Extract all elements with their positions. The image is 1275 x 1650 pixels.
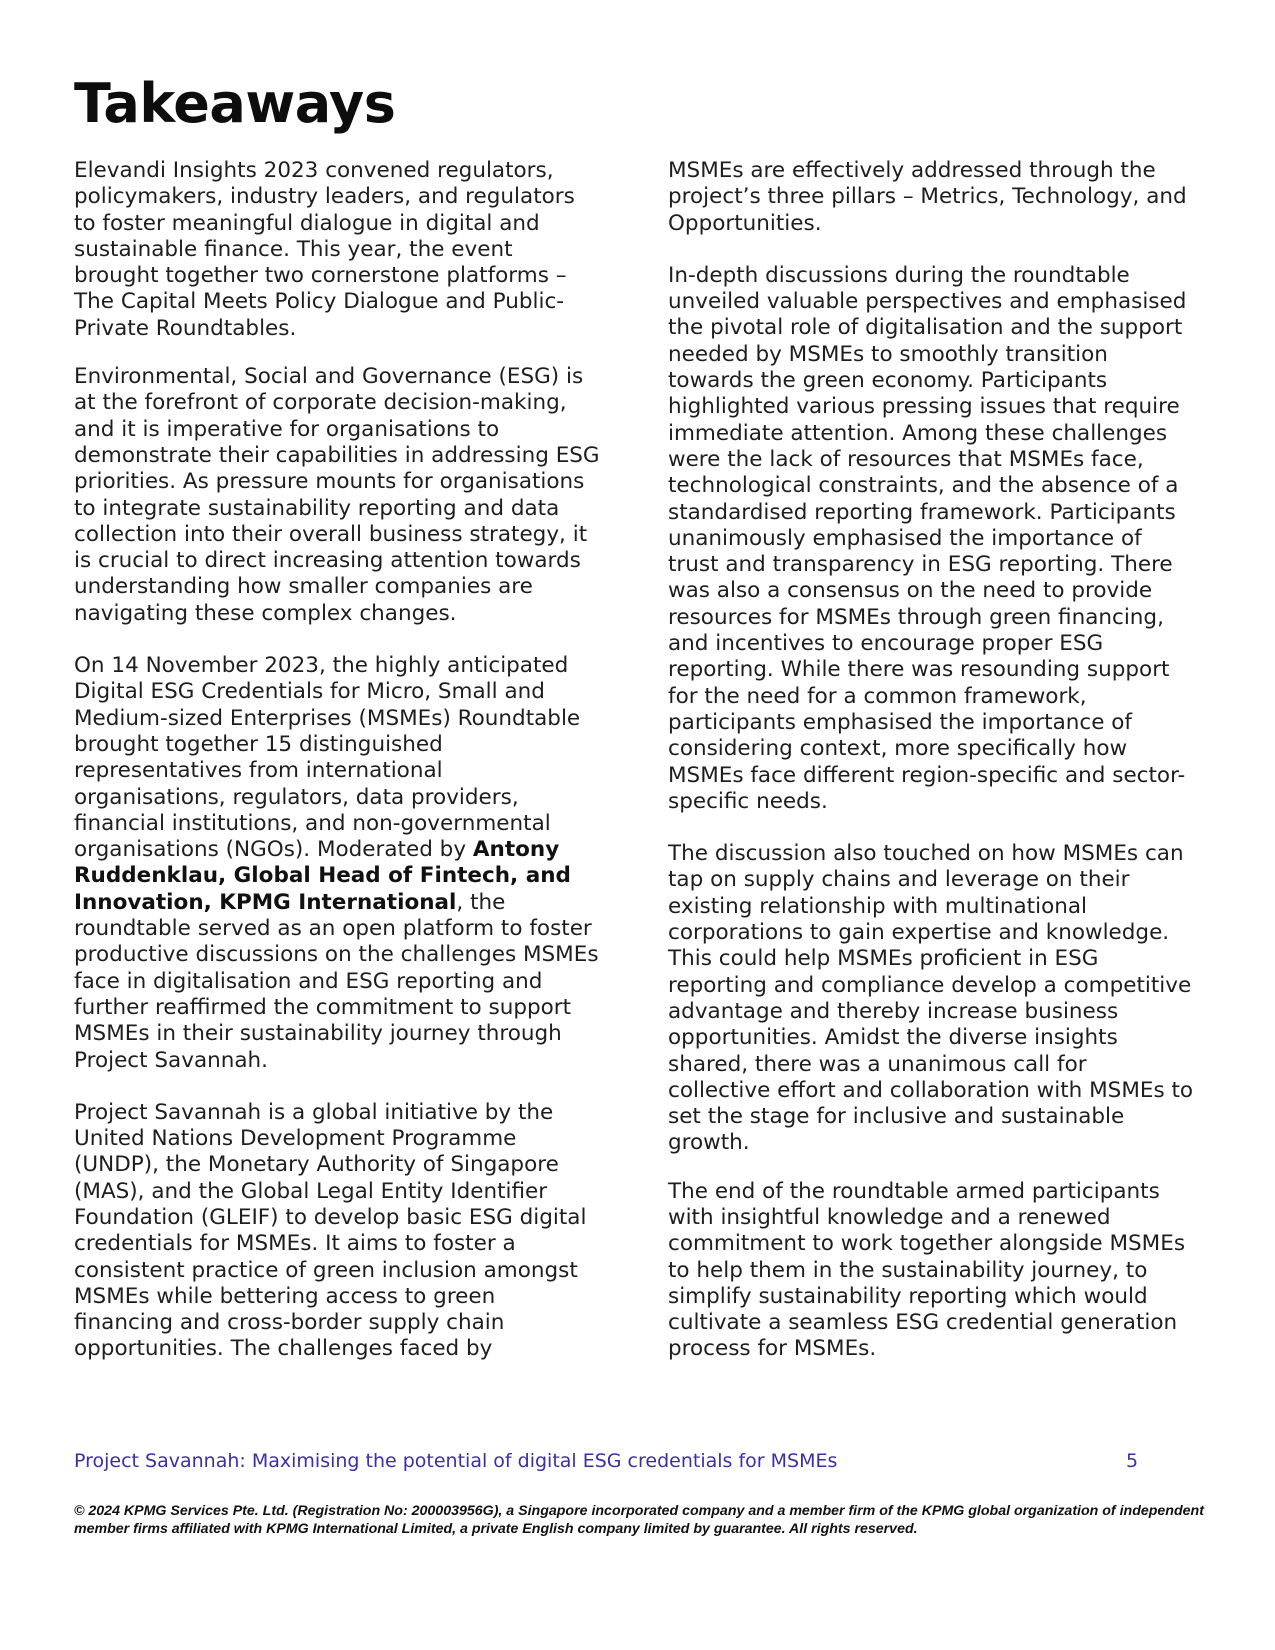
project-savannah-paragraph: Project Savannah is a global initiative by the United Nations Development Programme (UNDP), the Monetary Authority of Singapore (MAS), and the Global Legal Entity Identifier Foundation (GLEIF) to develop basic ESG digital credentials for MSMEs. It aims to foster a consistent practice of green inclusion amongst MSMEs while bettering access to green financing and cross-border supply chain opportunities. The challenges faced by	[74, 1099, 587, 1362]
roundtable-text-start: On 14 November 2023, the highly anticipated Digital ESG Credentials for Micro, Small and Medium-sized Enterprises (MSMEs) Roundtable brought together 15 distinguished representatives from international organisations, regulators, data providers, financial institutions, and non-governmental organisations (NGOs). Moderated by	[74, 653, 581, 863]
conclusion-paragraph: The end of the roundtable armed participants with insightful knowledge and a renewed commitment to work together alongside MSMEs to help them in the sustainability journey, to simplify sustainability reporting which would cultivate a seamless ESG credential generation process for MSMEs.	[668, 1178, 1186, 1362]
moderator-name: Antony Ruddenklau, Global Head of Fintech, and Innovation, KPMG International	[74, 837, 571, 915]
supply-chain-paragraph: The discussion also touched on how MSMEs can tap on supply chains and leverage on their existing relationship with multinational corporations to gain expertise and knowledge. This could help MSMEs proficient in ESG reporting and compliance develop a competitive advantage and thereby increase business opportunities. Amidst the diverse insights shared, there was a unanimous call for collective effort and collaboration with MSMEs to set the stage for inclusive and sustainable growth.	[668, 841, 1194, 1156]
roundtable-paragraph	[74, 653, 600, 1074]
copyright-notice: © 2024 KPMG Services Pte. Ltd. (Registration No: 200003956G), a Singapore incorporated company and a member firm of the KPMG global organization of independent member firms affiliated with KPMG International Limited, a private English company limited by guarantee. All rights reserved.	[74, 1503, 1204, 1537]
right-column	[668, 158, 1194, 1363]
footer-document-title: Project Savannah: Maximising the potential of digital ESG credentials for MSMEs	[74, 1450, 838, 1472]
esg-context-paragraph: Environmental, Social and Governance (ESG) is at the forefront of corporate decision-making, and it is imperative for organisations to demonstrate their capabilities in addressing ESG priorities. As pressure mounts for organisations to integrate sustainability reporting and data collection into their overall business strategy, it is crucial to direct increasing attention towards understanding how smaller companies are navigating these complex changes.	[74, 364, 600, 626]
page-title: Takeaways	[74, 72, 396, 135]
page-number: 5	[1126, 1450, 1139, 1472]
roundtable-text-end: , the roundtable served as an open platform to foster productive discussions on the challenges MSMEs face in digitalisation and ESG reporting and further reaffirmed the commitment to support MSMEs in their sustainability journey through Project Savannah.	[74, 889, 599, 1073]
left-column	[74, 158, 600, 1363]
intro-paragraph: Elevandi Insights 2023 convened regulators, policymakers, industry leaders, and regulators to foster meaningful dialogue in digital and sustainable finance. This year, the event brought together two cornerstone platforms – The Capital Meets Policy Dialogue and Public-Private Roundtables.	[74, 158, 575, 341]
pillars-paragraph: MSMEs are effectively addressed through the project’s three pillars – Metrics, Technology, and Opportunities.	[668, 158, 1187, 236]
discussions-paragraph: In-depth discussions during the roundtable unveiled valuable perspectives and emphasised the pivotal role of digitalisation and the support needed by MSMEs to smoothly transition towards the green economy. Participants highlighted various pressing issues that require immediate attention. Among these challenges were the lack of resources that MSMEs face, technological constraints, and the absence of a standardised reporting framework. Participants unanimously emphasised the importance of trust and transparency in ESG reporting. There was also a consensus on the need to provide resources for MSMEs through green financing, and incentives to encourage proper ESG reporting. While there was resounding support for the need for a common framework, participants emphasised the importance of considering context, more specifically how MSMEs face different region-specific and sector-specific needs.	[668, 262, 1187, 814]
